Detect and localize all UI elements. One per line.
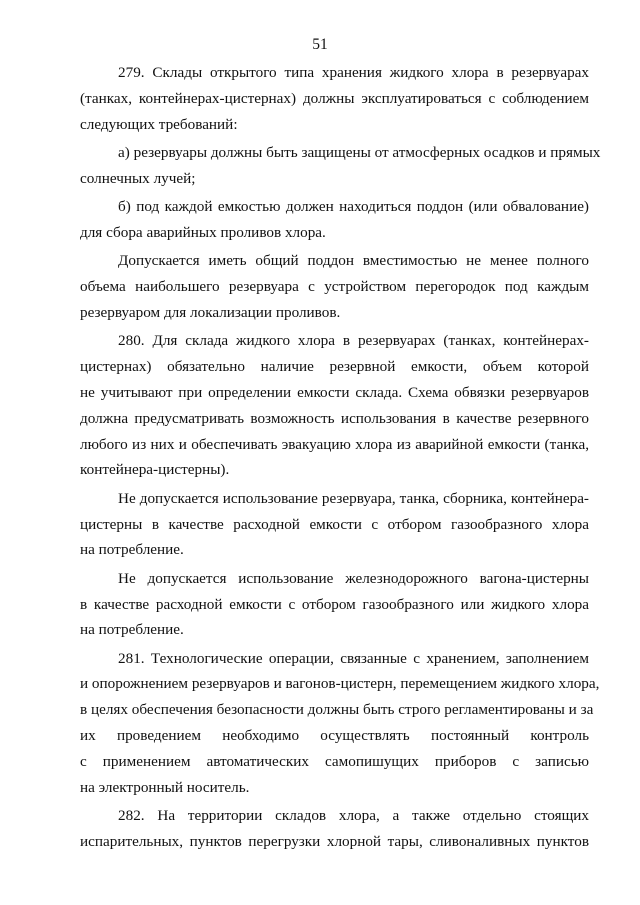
text-line: Не допускается использование резервуара, танка, сборника, контейнера- <box>118 489 589 507</box>
text-line: цистернах) обязательно наличие резервной емкости, объем которой <box>80 358 589 376</box>
text-line: 281. Технологические операции, связанные с хранением, заполнением <box>118 649 589 667</box>
text-line: следующих требований: <box>80 115 238 133</box>
text-line: солнечных лучей; <box>80 169 196 187</box>
text-line: Не допускается использование железнодорожного вагона-цистерны <box>118 569 589 587</box>
text-line: контейнера-цистерны). <box>80 461 230 479</box>
text-line: с применением автоматических самопишущих приборов с записью <box>80 752 589 770</box>
text-line: не учитывают при определении емкости склада. Схема обвязки резервуаров <box>80 383 589 401</box>
text-line: на потребление. <box>80 621 184 639</box>
text-line: для сбора аварийных проливов хлора. <box>80 223 326 241</box>
text-line: их проведением необходимо осуществлять постоянный контроль <box>80 727 589 745</box>
text-line: б) под каждой емкостью должен находиться поддон (или обвалование) <box>118 198 589 216</box>
text-line: цистерны в качестве расходной емкости с отбором газообразного хлора <box>80 515 589 533</box>
text-line: в качестве расходной емкости с отбором газообразного или жидкого хлора <box>80 595 589 613</box>
text-line: любого из них и обеспечивать эвакуацию хлора из аварийной емкости (танка, <box>80 435 589 453</box>
text-line: Допускается иметь общий поддон вместимостью не менее полного <box>118 252 589 270</box>
text-line: (танках, контейнерах-цистернах) должны эксплуатироваться с соблюдением <box>80 89 589 107</box>
text-line: 282. На территории складов хлора, а также отдельно стоящих <box>118 807 589 825</box>
page-number: 51 <box>312 36 328 53</box>
text-line: а) резервуары должны быть защищены от атмосферных осадков и прямых <box>118 143 601 161</box>
text-line: 279. Склады открытого типа хранения жидкого хлора в резервуарах <box>118 64 589 81</box>
text-line: и опорожнением резервуаров и вагонов-цистерн, перемещением жидкого хлора, <box>80 675 600 693</box>
text-line: на электронный носитель. <box>80 778 250 796</box>
text-line: резервуаром для локализации проливов. <box>80 303 341 321</box>
text-line: на потребление. <box>80 541 184 559</box>
text-line: испарительных, пунктов перегрузки хлорной тары, сливоналивных пунктов <box>80 832 589 850</box>
body-text <box>80 60 601 855</box>
text-line: объема наибольшего резервуара с устройством перегородок под каждым <box>80 278 589 296</box>
text-line: должна предусматривать возможность использования в качестве резервного <box>80 409 589 427</box>
text-line: в целях обеспечения безопасности должны быть строго регламентированы и за <box>80 701 594 719</box>
text-line: 280. Для склада жидкого хлора в резервуарах (танках, контейнерах- <box>118 332 589 350</box>
